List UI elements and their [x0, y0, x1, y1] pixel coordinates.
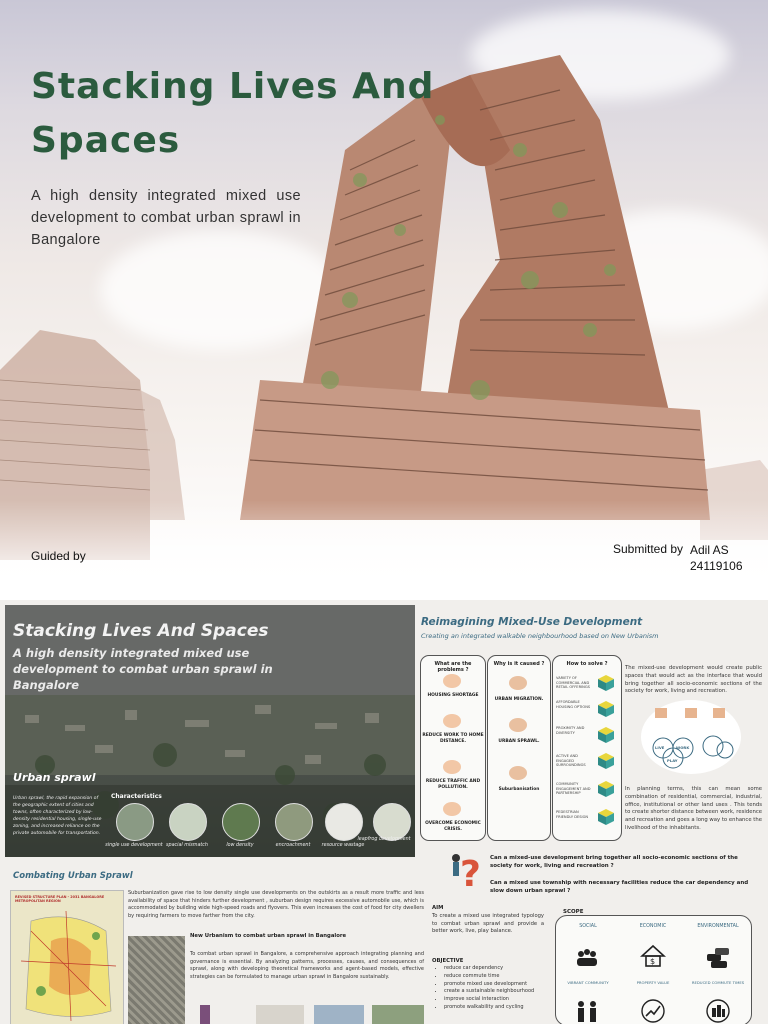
migration-icon	[509, 676, 527, 690]
people-group-icon	[574, 998, 600, 1024]
scope-column-environmental: ENVIRONMENTAL	[697, 924, 739, 929]
map-graphic	[11, 891, 123, 1024]
cube-icon	[597, 752, 615, 770]
objective-item: • promote walkability and cycling	[444, 1004, 552, 1012]
live-work-play-graphic	[641, 700, 741, 774]
characteristic-image	[116, 803, 154, 841]
question-person-icon	[450, 850, 482, 898]
characteristic-label: low density	[226, 843, 254, 848]
housing-icon	[443, 674, 461, 688]
economy-icon	[443, 802, 461, 816]
sprawl-aerial-photo	[128, 936, 185, 1024]
characteristic-image	[222, 803, 260, 841]
objective-item: • reduce commute time	[444, 973, 552, 981]
solution-item: ACTIVE AND ENGAGED SURROUNDINGS	[556, 754, 586, 767]
reference-image	[200, 1005, 210, 1024]
poster-sheet	[0, 600, 768, 1024]
svg-text:$: $	[650, 957, 656, 966]
reimagining-heading: Reimagining Mixed-Use Development	[421, 616, 643, 628]
cover-title-line1: Stacking Lives And	[31, 66, 435, 107]
cube-icon	[597, 674, 615, 692]
suburb-icon	[509, 766, 527, 780]
characteristic-image	[275, 803, 313, 841]
new-urbanism-heading: New Urbanism to combat urban sprawl in Bangalore	[190, 933, 347, 939]
problems-heading: What are the problems ?	[434, 661, 472, 673]
characteristic-label: resource wastage	[321, 843, 365, 848]
characteristic-image	[373, 803, 411, 841]
cube-icon	[597, 726, 615, 744]
cause-item: URBAN MIGRATION.	[494, 697, 544, 702]
problem-item: OVERCOME ECONOMIC CRISIS.	[425, 821, 481, 832]
scope-label: PROPERTY VALUE	[636, 980, 670, 985]
bangalore-structure-plan-map	[10, 890, 124, 1024]
diagram-label-live: LIVE	[655, 745, 665, 750]
cube-icon	[597, 780, 615, 798]
scope-heading: SCOPE	[560, 909, 586, 915]
live-work-play-diagram	[641, 700, 741, 774]
cover-title-line2: Spaces	[31, 120, 181, 161]
reimagining-subheading: Creating an integrated walkable neighbourhood based on New Urbanism	[421, 632, 659, 640]
cover-subtitle: A high density integrated mixed use development to combat urban sprawl in Bangalore	[31, 188, 301, 248]
causes-column	[487, 655, 551, 841]
objective-heading: OBJECTIVE	[432, 958, 464, 964]
reference-image	[372, 1005, 424, 1024]
author-id: 24119106	[690, 559, 743, 573]
author-block	[690, 542, 743, 574]
problem-item: REDUCE TRAFFIC AND POLLUTION.	[425, 779, 481, 790]
solutions-column	[552, 655, 622, 841]
objective-item: • promote mixed use development	[444, 981, 552, 989]
objective-item: • create a sustainable neighbourhood	[444, 988, 552, 996]
problems-column	[420, 655, 486, 841]
new-urbanism-text: To combat urban sprawl in Bangalore, a comprehensive approach integrating planning and governance is essential. By analyzing patterns, processes, causes, and consequences of sprawl, along with developing theoretical frameworks and agent-based models, effective strategies can be formulated to manage urban sprawl in Bangalore sustainably.	[190, 951, 424, 980]
urban-sprawl-text: Urban sprawl, the rapid expansion of the geographic extent of cities and towns, often characterized by low-density residential housing, single-use zoning, and increased reliance on the private automobile for transportation.	[13, 796, 102, 836]
scope-label: REDUCED COMMUTE TIMES	[691, 980, 745, 985]
problem-item: HOUSING SHORTAGE	[427, 693, 479, 698]
research-questions	[490, 855, 760, 895]
reference-image	[256, 1005, 304, 1024]
poster-title: Stacking Lives And Spaces	[13, 621, 269, 641]
hero-aerial-photo	[5, 605, 415, 857]
cause-item: Suburbanisation	[498, 787, 540, 792]
commute-icon	[443, 714, 461, 728]
objective-item: • improve social interaction	[444, 996, 552, 1004]
property-value-icon	[640, 944, 666, 970]
characteristics-heading: Characteristics	[111, 793, 162, 800]
causes-heading: Why is it caused ?	[493, 661, 545, 667]
city-icon	[705, 998, 731, 1024]
characteristic-label: single use development	[105, 843, 163, 848]
problem-item: REDUCE WORK TO HOME DISTANCE.	[422, 733, 484, 744]
scope-label: VIBRANT COMMUNITY	[567, 980, 609, 985]
characteristic-label: leapfrog development	[357, 837, 411, 842]
suburbanization-text: Suburbanization gave rise to low density single use developments on the outskirts as a result more traffic and less availability of space that hinders further development , suburban design requires excessive automobile use, which is accommodated by building wide high-speed roads and flyovers. This even increases the cost of food for city dwellers by requiring farmers to move farther from the city.	[128, 890, 424, 919]
growth-icon	[640, 998, 666, 1024]
planning-terms-text: In planning terms, this can mean some combination of residential, commercial, industrial, office, institutional or other land uses . This tends to create shorter distance between work, residence and recreation and goes a long way to enhance the livelihood of the inhabitants.	[625, 786, 762, 831]
community-icon	[574, 946, 600, 972]
objective-list	[436, 965, 552, 1012]
solution-item: COMMUNITY ENGAGEMENT AND PARTNERSHIP	[556, 782, 591, 795]
diagram-label-work: WORK	[676, 745, 690, 750]
question-1: Can a mixed-use development bring together all socio-economic sections of the society for work, living and recreation ?	[490, 855, 738, 869]
submitted-by-label: Submitted by	[613, 542, 684, 556]
solution-item: AFFORDABLE HOUSING OPTIONS	[556, 700, 591, 709]
solution-item: PROXIMITY AND DIVERSITY	[556, 726, 585, 735]
diagram-label-play: PLAY	[667, 758, 678, 763]
aim-heading: AIM	[432, 905, 444, 911]
cube-icon	[597, 700, 615, 718]
characteristic-label: encroachment	[275, 843, 311, 848]
scope-panel	[555, 915, 752, 1024]
poster-subtitle: A high density integrated mixed use development to combat urban sprawl in Bangalore	[13, 646, 273, 692]
cube-icon	[597, 808, 615, 826]
characteristic-label: spacial mismatch	[166, 843, 208, 848]
question-2: Can a mixed use township with necessary facilities reduce the car dependency and slow down urban sprawl ?	[490, 880, 749, 894]
solution-item: VARIETY OF COMMERCIAL AND RETAIL OFFERINGS	[556, 676, 590, 689]
mixed-use-text: The mixed-use development would create public spaces that would act as the interface that would bring together all socio-economic sections of the society for work, living and recreation.	[625, 665, 762, 695]
scope-column-economic: ECONOMIC	[639, 924, 667, 929]
sprawl-icon	[509, 718, 527, 732]
map-title: REVISED STRUCTURE PLAN - 2031 BANGALORE METROPOLITAN REGION	[15, 895, 105, 904]
objective-item: • reduce car dependency	[444, 965, 552, 973]
characteristic-image	[169, 803, 207, 841]
urban-sprawl-heading: Urban sprawl	[13, 771, 96, 784]
cause-item: URBAN SPRAWL.	[498, 739, 540, 744]
scope-column-social: SOCIAL	[579, 924, 597, 929]
aim-text: To create a mixed use integrated typology to combat urban sprawl and provide a better work, live, play balance.	[432, 913, 544, 934]
cover-title	[31, 60, 434, 168]
reference-image	[314, 1005, 364, 1024]
solution-item: PEDESTRIAN FRIENDLY DESIGN	[556, 810, 589, 819]
traffic-cars-icon	[705, 944, 731, 970]
svg-text:?: ?	[460, 854, 481, 895]
combating-sprawl-heading: Combating Urban Sprawl	[13, 871, 133, 881]
author-name: Adil AS	[690, 543, 729, 557]
car-icon	[443, 760, 461, 774]
characteristic-image	[325, 803, 363, 841]
guided-by-label: Guided by	[31, 549, 86, 563]
solutions-heading: How to solve ?	[566, 661, 608, 667]
